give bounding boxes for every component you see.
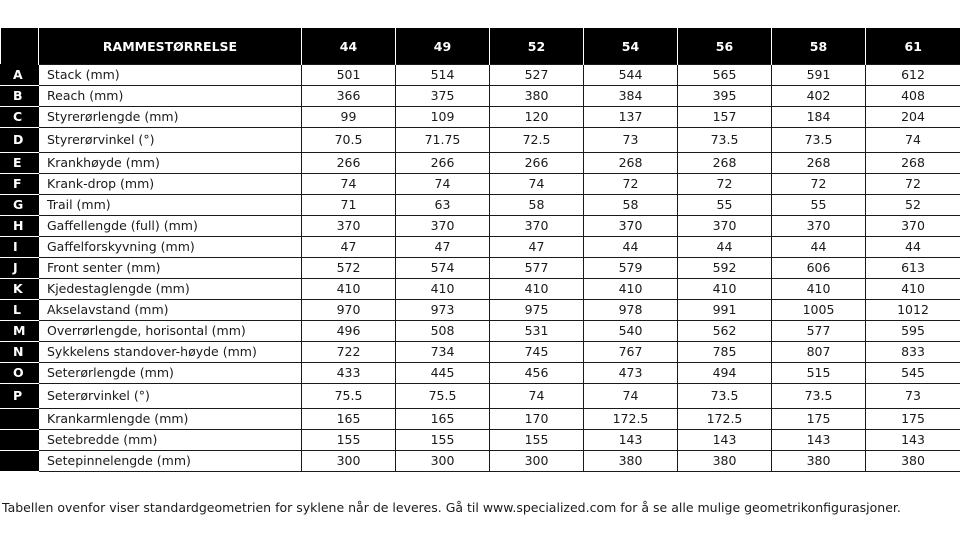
row-value: 380 [866,451,960,472]
row-value: 410 [302,279,396,300]
footnote: Tabellen ovenfor viser standardgeometrien for syklene når de leveres. Gå til www.specialized.com for å se alle mulige geometrikonfigurasjoner. [2,500,901,515]
row-value: 579 [584,258,678,279]
row-label: Akselavstand (mm) [39,300,302,321]
row-value: 456 [490,363,584,384]
row-value: 268 [866,153,960,174]
row-value: 165 [302,409,396,430]
header-letter-cell [1,28,39,65]
row-value: 300 [302,451,396,472]
row-value: 531 [490,321,584,342]
table-row [1,279,960,300]
row-value: 595 [866,321,960,342]
row-label: Styrerørvinkel (°) [39,128,302,153]
table-row [1,237,960,258]
row-value: 165 [396,409,490,430]
row-value: 577 [490,258,584,279]
row-label: Krankhøyde (mm) [39,153,302,174]
row-value: 973 [396,300,490,321]
row-letter: C [1,107,39,128]
row-letter: F [1,174,39,195]
row-value: 47 [302,237,396,258]
row-value: 63 [396,195,490,216]
row-value: 370 [584,216,678,237]
row-label: Sykkelens standover-høyde (mm) [39,342,302,363]
row-letter: B [1,86,39,107]
row-label: Stack (mm) [39,65,302,86]
row-value: 565 [678,65,772,86]
row-value: 44 [678,237,772,258]
table-row [1,451,960,472]
row-value: 73.5 [772,128,866,153]
row-value: 572 [302,258,396,279]
row-value: 785 [678,342,772,363]
row-value: 71 [302,195,396,216]
table-row [1,216,960,237]
row-value: 410 [396,279,490,300]
header-row [1,28,960,65]
row-label: Overrørlengde, horisontal (mm) [39,321,302,342]
row-value: 73 [584,128,678,153]
header-size-58: 58 [772,28,866,65]
table-row [1,342,960,363]
row-value: 143 [678,430,772,451]
row-letter [1,409,39,430]
row-value: 268 [678,153,772,174]
row-label: Seterørvinkel (°) [39,384,302,409]
row-value: 143 [866,430,960,451]
row-value: 402 [772,86,866,107]
table-body [1,65,960,472]
row-label: Setepinnelengde (mm) [39,451,302,472]
row-value: 44 [866,237,960,258]
header-size-44: 44 [302,28,396,65]
table-row [1,363,960,384]
row-value: 410 [584,279,678,300]
table-row [1,86,960,107]
table-row [1,300,960,321]
row-value: 445 [396,363,490,384]
row-value: 395 [678,86,772,107]
row-value: 380 [678,451,772,472]
table-row [1,384,960,409]
row-value: 978 [584,300,678,321]
row-value: 991 [678,300,772,321]
row-value: 266 [396,153,490,174]
row-value: 592 [678,258,772,279]
row-value: 175 [866,409,960,430]
row-label: Gaffellengde (full) (mm) [39,216,302,237]
row-value: 204 [866,107,960,128]
row-value: 734 [396,342,490,363]
row-value: 545 [866,363,960,384]
row-value: 833 [866,342,960,363]
row-value: 527 [490,65,584,86]
row-value: 155 [490,430,584,451]
row-value: 515 [772,363,866,384]
row-value: 170 [490,409,584,430]
row-value: 380 [584,451,678,472]
row-letter: A [1,65,39,86]
row-value: 300 [396,451,490,472]
row-value: 370 [396,216,490,237]
row-value: 268 [772,153,866,174]
header-frame-size-label: RAMMESTØRRELSE [39,28,302,65]
row-value: 268 [584,153,678,174]
header-size-54: 54 [584,28,678,65]
row-letter: P [1,384,39,409]
table-row [1,174,960,195]
row-value: 175 [772,409,866,430]
row-value: 410 [866,279,960,300]
row-value: 74 [396,174,490,195]
row-value: 75.5 [396,384,490,409]
row-value: 72 [866,174,960,195]
table-row [1,65,960,86]
row-value: 44 [584,237,678,258]
row-value: 47 [490,237,584,258]
row-value: 473 [584,363,678,384]
row-value: 55 [772,195,866,216]
row-value: 375 [396,86,490,107]
row-value: 58 [584,195,678,216]
row-value: 366 [302,86,396,107]
row-value: 975 [490,300,584,321]
row-value: 73.5 [678,128,772,153]
header-size-49: 49 [396,28,490,65]
row-letter: H [1,216,39,237]
table-row [1,409,960,430]
row-value: 72 [584,174,678,195]
row-value: 73.5 [678,384,772,409]
row-value: 47 [396,237,490,258]
row-letter: N [1,342,39,363]
row-value: 99 [302,107,396,128]
row-letter: D [1,128,39,153]
header-size-52: 52 [490,28,584,65]
row-value: 58 [490,195,584,216]
row-value: 73.5 [772,384,866,409]
row-value: 72 [678,174,772,195]
row-value: 155 [396,430,490,451]
table-row [1,153,960,174]
row-label: Gaffelforskyvning (mm) [39,237,302,258]
row-value: 73 [866,384,960,409]
row-value: 74 [490,174,584,195]
row-value: 157 [678,107,772,128]
row-label: Krank-drop (mm) [39,174,302,195]
row-value: 370 [490,216,584,237]
row-value: 143 [584,430,678,451]
row-value: 433 [302,363,396,384]
table-row [1,430,960,451]
geometry-table-container [0,28,960,472]
row-value: 370 [302,216,396,237]
table-row [1,195,960,216]
row-value: 501 [302,65,396,86]
row-value: 606 [772,258,866,279]
row-letter: G [1,195,39,216]
row-value: 74 [584,384,678,409]
row-value: 70.5 [302,128,396,153]
header-size-56: 56 [678,28,772,65]
row-letter [1,451,39,472]
row-value: 74 [302,174,396,195]
row-value: 807 [772,342,866,363]
row-value: 1005 [772,300,866,321]
row-value: 172.5 [678,409,772,430]
table-row [1,128,960,153]
row-value: 540 [584,321,678,342]
table-row [1,107,960,128]
row-label: Seterørlengde (mm) [39,363,302,384]
row-value: 494 [678,363,772,384]
row-value: 370 [678,216,772,237]
row-value: 380 [772,451,866,472]
row-value: 109 [396,107,490,128]
row-letter: J [1,258,39,279]
row-label: Kjedestaglengde (mm) [39,279,302,300]
row-value: 155 [302,430,396,451]
row-value: 143 [772,430,866,451]
row-value: 52 [866,195,960,216]
row-value: 722 [302,342,396,363]
header-size-61: 61 [866,28,960,65]
row-value: 74 [866,128,960,153]
row-value: 266 [302,153,396,174]
row-value: 496 [302,321,396,342]
row-label: Reach (mm) [39,86,302,107]
row-value: 384 [584,86,678,107]
row-value: 55 [678,195,772,216]
row-value: 72 [772,174,866,195]
row-letter: M [1,321,39,342]
row-value: 574 [396,258,490,279]
row-value: 745 [490,342,584,363]
row-value: 767 [584,342,678,363]
row-value: 172.5 [584,409,678,430]
row-value: 137 [584,107,678,128]
row-value: 410 [678,279,772,300]
row-value: 970 [302,300,396,321]
row-value: 514 [396,65,490,86]
row-label: Styrerørlengde (mm) [39,107,302,128]
row-letter: E [1,153,39,174]
row-value: 544 [584,65,678,86]
row-value: 370 [866,216,960,237]
row-value: 508 [396,321,490,342]
row-value: 184 [772,107,866,128]
row-label: Setebredde (mm) [39,430,302,451]
table-row [1,321,960,342]
row-letter: O [1,363,39,384]
geometry-table [0,28,960,472]
row-value: 577 [772,321,866,342]
row-value: 120 [490,107,584,128]
row-value: 613 [866,258,960,279]
row-value: 300 [490,451,584,472]
row-value: 74 [490,384,584,409]
row-value: 410 [772,279,866,300]
row-value: 370 [772,216,866,237]
row-value: 1012 [866,300,960,321]
row-value: 71.75 [396,128,490,153]
row-letter: K [1,279,39,300]
row-label: Krankarmlengde (mm) [39,409,302,430]
row-letter [1,430,39,451]
row-value: 72.5 [490,128,584,153]
row-value: 380 [490,86,584,107]
row-value: 408 [866,86,960,107]
row-label: Trail (mm) [39,195,302,216]
row-value: 75.5 [302,384,396,409]
row-value: 562 [678,321,772,342]
table-row [1,258,960,279]
row-letter: I [1,237,39,258]
row-value: 612 [866,65,960,86]
row-label: Front senter (mm) [39,258,302,279]
row-value: 44 [772,237,866,258]
row-value: 410 [490,279,584,300]
row-value: 591 [772,65,866,86]
row-value: 266 [490,153,584,174]
row-letter: L [1,300,39,321]
